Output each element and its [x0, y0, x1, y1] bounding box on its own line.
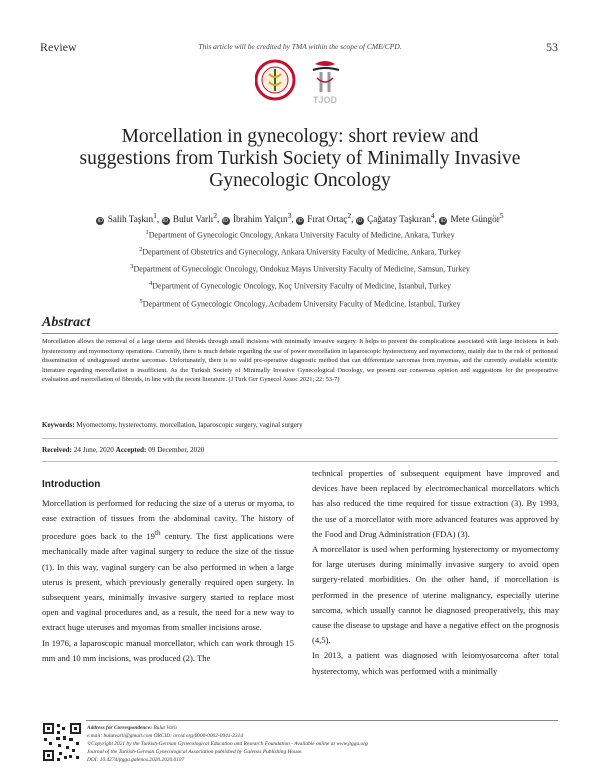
received-date: 24 June, 2020 — [73, 446, 114, 454]
page-number: 53 — [546, 40, 558, 54]
abstract-heading: Abstract — [42, 315, 91, 330]
accepted-date: 09 December, 2020 — [148, 446, 205, 454]
orcid-icon: iD — [440, 218, 446, 225]
publisher-line: Journal of the Turkish-German Gynecological Association published by Galenos Publishing House. — [87, 749, 303, 755]
orcid-icon: iD — [162, 218, 169, 225]
introduction-heading: Introduction — [42, 479, 101, 490]
keywords — [42, 421, 558, 429]
doi[interactable]: DOI: 10.4274/jtgga.galenos.2020.2020.0107 — [87, 757, 185, 763]
article-title — [60, 126, 540, 192]
keywords-divider — [42, 438, 558, 439]
paragraph: technical properties of subsequent equipment have improved and devices have been replaced by electromechanical morcellators which has also reduced the time required for tissue extraction (3). By 1993, the use of a morcellator with more advanced features was approved by the Food and Drug Administration (FDA) (3). — [312, 468, 559, 539]
paragraph: A morcellator is used when performing hysterectomy or myomectomy for large uteruses during minimally invasive surgery to avoid open surgery-related morbidities. On the other hand, if morcellation is performed in the presence of uterine malignancy, especially uterine sarcoma, which usually cannot be diagnosed preoperatively, this may cause the disease to upstage and have a negative effect on the prognosis (4,5). — [312, 544, 559, 646]
title-line: Morcellation in gynecology: short review and — [121, 126, 479, 147]
author[interactable]: iD Çağatay Taşkıran$^4$ — [357, 211, 435, 225]
correspondence: Address for Correspondence: Bulut Varlı — [87, 725, 177, 731]
tjod-logo-text: TJOD — [312, 95, 338, 105]
dates: Received: 24 June, 2020 Accepted: 09 December, 2020 — [42, 446, 205, 454]
qr-code-icon[interactable] — [42, 722, 82, 762]
footer-divider — [86, 720, 558, 721]
keywords-text: Myomectomy, hysterectomy, morcellation, laparoscopic surgery, vaginal surgery — [76, 421, 303, 429]
author[interactable]: iD Fırat Ortaç$^2$ — [297, 211, 352, 225]
title-line: Gynecologic Oncology — [209, 170, 391, 191]
abstract-text: Morcellation allows the removal of a large uterus and fibroids through small incisions with minimally invasive surgery. It helps to prevent the complications associated with large incisions in both hysterectomy and myomectomy operations. Currently, there is much debate regarding the use of power morcellation in laparoscopic hysterectomy and myomectomy, mainly due to the risk of peritoneal dissemination of undiagnosed uterine sarcomas. Unfortunately, there is no valid pre-operative diagnostic method that can differentiate sarcomas from myomas, and the currently available scientific literature regarding morcellation is insufficient. As the Turkish Society of Minimally Invasive Gynecological Oncology, we present our consensus opinion and suggestions for the preoperative evaluation and morcellation of fibroids, in line with the recent literature. (J Turk Ger Gynecol Assoc 2021; 22: 53-7) — [42, 338, 558, 384]
cme-notice: This article will be credited by TMA within the scope of CME/CPD. — [198, 42, 402, 51]
paragraph: In 1976, a laparoscopic manual morcellator, which can work through 15 mm and 10 mm incisions, was produced (2). The — [42, 637, 294, 663]
tjod-logo-icon — [313, 61, 339, 105]
affiliation: $^3$Department of Gynecologic Oncology, Ondokuz Mayıs University Faculty of Medicine, Samsun, Turkey — [130, 263, 470, 274]
author[interactable]: iD Mete Güngör$^5$ — [440, 211, 504, 225]
orcid-icon: iD — [97, 218, 103, 225]
author-list: iD Salih Taşkın$^1$, iD Bulut Varlı$^2$, iD İbrahim Yalçın$^3$, iD Fırat Ortaç$^2$, iD Çağatay Taşkıran$^4$, iD Mete Güngör$^5$ — [97, 211, 504, 225]
affiliation: $^4$Department of Gynecologic Oncology, Koç University Faculty of Medicine, İstanbul, Turkey — [148, 280, 452, 292]
title-line: suggestions from Turkish Society of Minimally Invasive — [79, 148, 521, 169]
author[interactable]: iD İbrahim Yalçın$^3$ — [223, 211, 292, 225]
orcid-icon: iD — [357, 218, 363, 225]
section-label: Review — [40, 40, 77, 54]
abstract-divider — [42, 333, 558, 334]
affiliation: $^1$Department of Gynecologic Oncology, Ankara University Faculty of Medicine, Ankara, Turkey — [145, 229, 455, 240]
email-line[interactable]: e.mail: bulutvarli@gmail.com ORCID: orcid.org/0000-0002-0941-2314 — [87, 733, 244, 739]
copyright-line: ©Copyright 2021 by the Turkish-German Gynecological Education and Research Foundation - Available online at www.jtgga.org — [87, 741, 368, 747]
association-seal-icon — [256, 61, 294, 99]
author[interactable]: iD Bulut Varlı$^2$ — [162, 211, 218, 225]
paragraph: In 2013, a patient was diagnosed with leiomyosarcoma after total hysterectomy, which was performed with a minimally — [312, 650, 559, 676]
author[interactable]: iD Salih Taşkın$^1$ — [97, 211, 157, 225]
keywords-label: Keywords: — [42, 421, 75, 429]
dates-divider — [42, 461, 558, 462]
society-logos — [255, 56, 350, 106]
affiliation: $^2$Department of Obstetrics and Gynecology, Ankara University Faculty of Medicine, Ankara, Turkey — [139, 246, 461, 257]
affiliations — [40, 226, 560, 312]
orcid-icon: iD — [223, 218, 229, 225]
footer — [87, 724, 557, 764]
orcid-icon: iD — [297, 218, 303, 225]
body-column-right — [312, 466, 559, 679]
body-column-left — [42, 496, 294, 666]
paragraph: Morcellation is performed for reducing the size of a uterus or myoma, to ease extraction of tissues from the abdominal cavity. The history of procedure goes back to the 19th century. The first applications were mechanically made after vaginal surgery to reduce the size of the tissue (1). In this way, vaginal surgery can be also performed in when a large uterus is present, which previously generally required open surgery. In subsequent years, minimally invasive surgery started to replace most open and vaginal procedures and, as a result, the need for a new way to extract huge uteruses and myomas from smaller incisions arose. — [42, 498, 294, 633]
affiliation: $^5$Department of Gynecologic Oncology, Acıbadem University Faculty of Medicine, İstanbul, Turkey — [139, 297, 461, 309]
